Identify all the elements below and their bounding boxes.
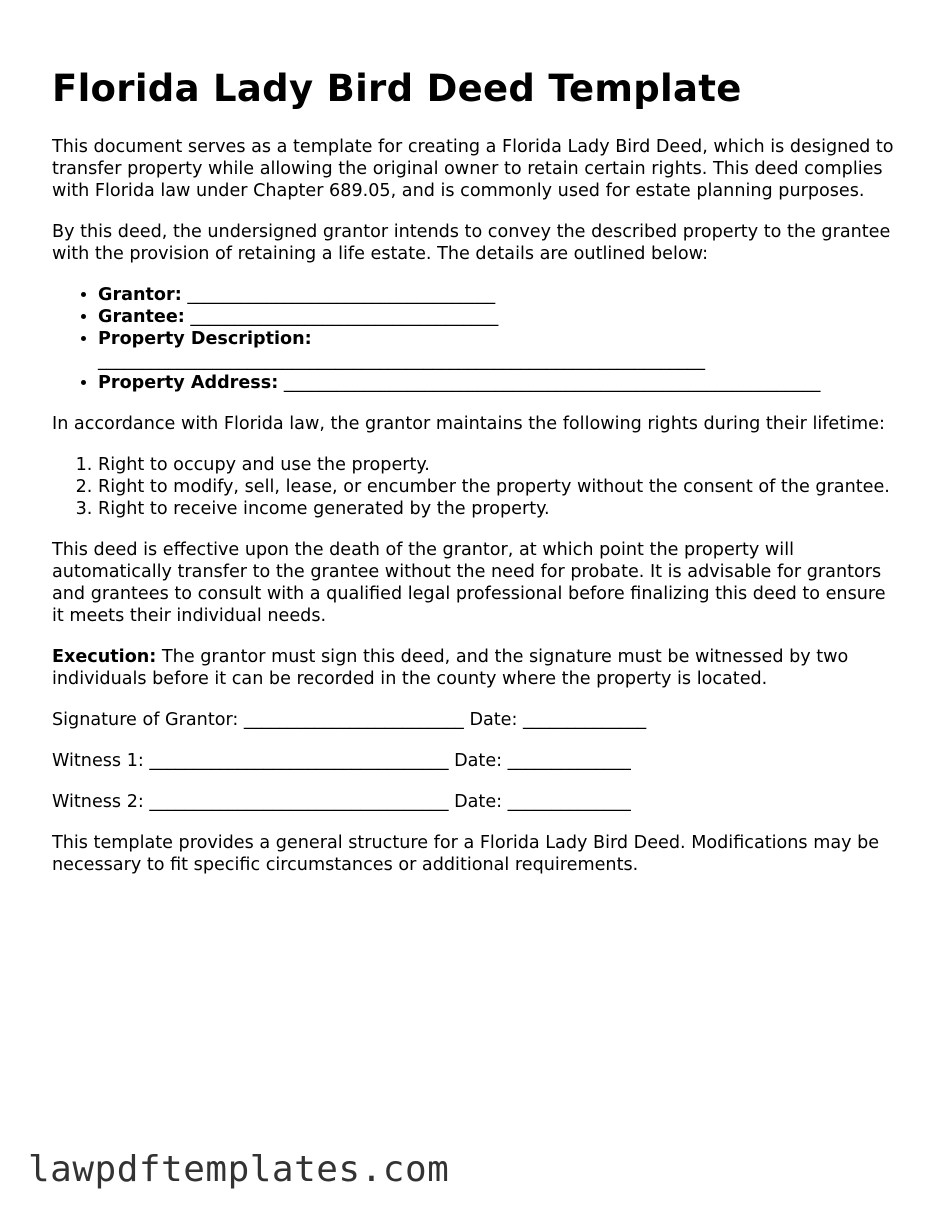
document-title: Florida Lady Bird Deed Template bbox=[52, 67, 742, 110]
conveyance-paragraph: By this deed, the undersigned grantor intends to convey the described property to the grantee with the provision of retaining a life estate. The details are outlined below: bbox=[52, 222, 891, 264]
grantor-blank: ___________________________________ bbox=[187, 285, 496, 305]
right-item: 3. Right to receive income generated by the property. bbox=[98, 498, 902, 520]
grantee-field bbox=[98, 306, 902, 328]
witness-2-signature-line: Witness 2: __________________________________ Date: ______________ bbox=[52, 792, 631, 812]
grantor-signature-line: Signature of Grantor: _________________________ Date: ______________ bbox=[52, 710, 647, 730]
witness-1-signature-line: Witness 1: __________________________________ Date: ______________ bbox=[52, 751, 631, 771]
deed-fields-list bbox=[52, 284, 902, 394]
rights-intro-paragraph: In accordance with Florida law, the grantor maintains the following rights during their lifetime: bbox=[52, 414, 885, 434]
closing-paragraph: This template provides a general structure for a Florida Lady Bird Deed. Modifications may be necessary to fit specific circumstances or additional requirements. bbox=[52, 833, 880, 875]
property-description-field bbox=[98, 328, 902, 372]
rights-list bbox=[52, 454, 902, 520]
grantor-field bbox=[98, 284, 902, 306]
property-description-label: Property Description: bbox=[98, 329, 312, 349]
grantee-blank: ___________________________________ bbox=[190, 307, 499, 327]
property-address-blank: _____________________________________________________________ bbox=[283, 373, 821, 393]
execution-text: The grantor must sign this deed, and the signature must be witnessed by two individuals before it can be recorded in the county where the property is located. bbox=[52, 647, 849, 689]
execution-label: Execution: bbox=[52, 647, 157, 667]
right-item: 1. Right to occupy and use the property. bbox=[98, 454, 902, 476]
grantee-label: Grantee: bbox=[98, 307, 185, 327]
grantor-label: Grantor: bbox=[98, 285, 182, 305]
property-address-field bbox=[98, 372, 902, 394]
property-description-blank: _____________________________________________________________________ bbox=[98, 351, 705, 371]
effective-paragraph: This deed is effective upon the death of the grantor, at which point the property will automatically transfer to the grantee without the need for probate. It is advisable for grantors and grantees to consult with a qualified legal professional before finalizing this deed to ensure it meets their individual needs. bbox=[52, 540, 886, 626]
site-watermark: lawpdftemplates.com bbox=[28, 1149, 450, 1190]
property-address-label: Property Address: bbox=[98, 373, 279, 393]
right-item: 2. Right to modify, sell, lease, or encumber the property without the consent of the grantee. bbox=[98, 476, 902, 498]
intro-paragraph: This document serves as a template for creating a Florida Lady Bird Deed, which is designed to transfer property while allowing the original owner to retain certain rights. This deed complies with Florida law under Chapter 689.05, and is commonly used for estate planning purposes. bbox=[52, 137, 894, 201]
execution-paragraph bbox=[52, 646, 902, 690]
document-page bbox=[52, 66, 902, 895]
